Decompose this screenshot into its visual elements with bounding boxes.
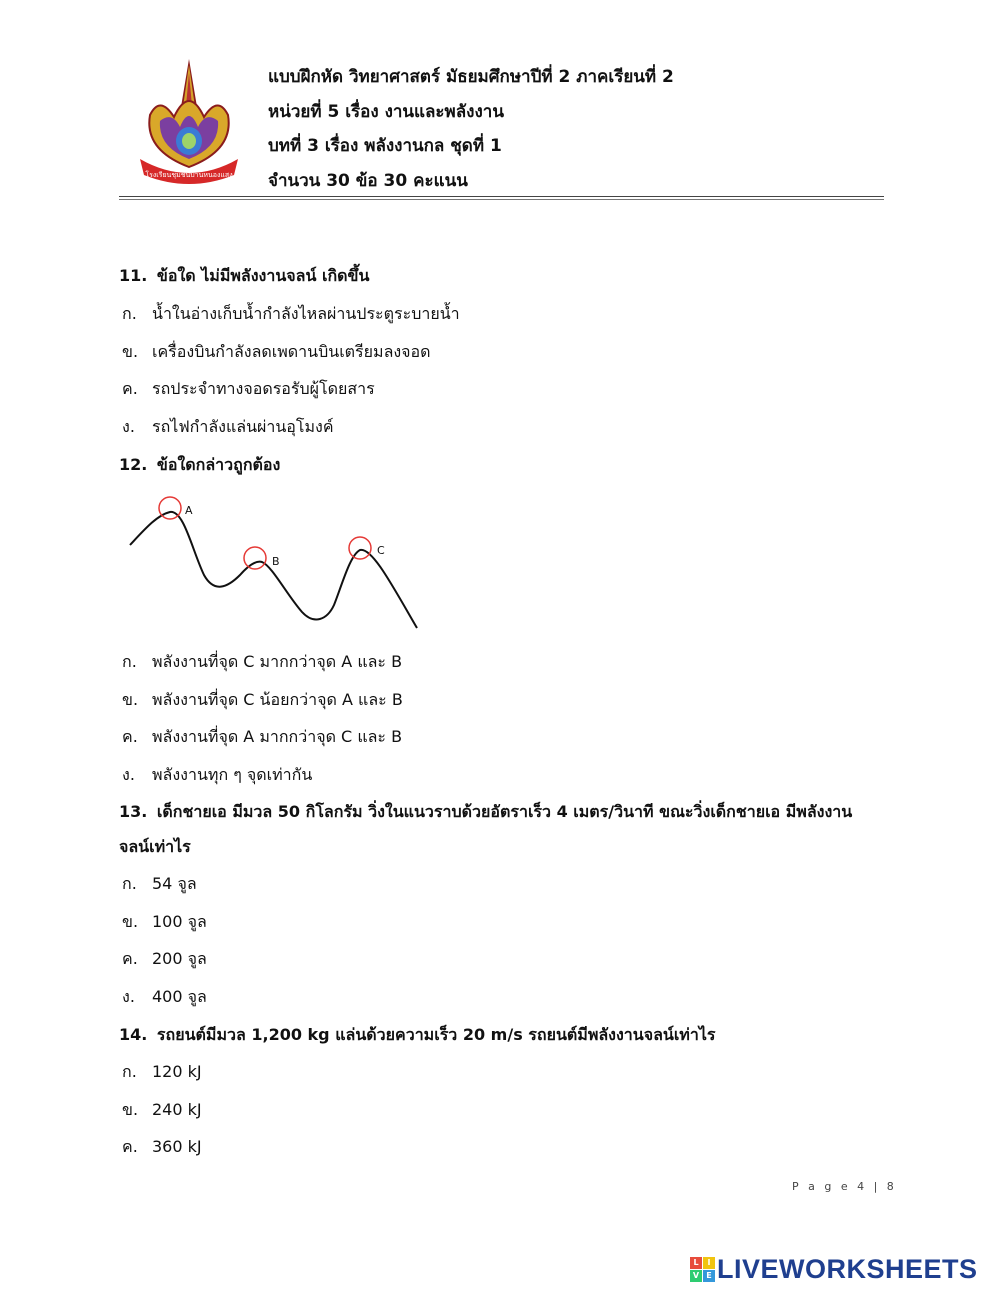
- page-number: P a g e 4 | 8: [792, 1180, 897, 1193]
- worksheet-header: [268, 60, 674, 198]
- question-14-option-a[interactable]: [122, 1060, 202, 1085]
- liveworksheets-logo[interactable]: [690, 1256, 978, 1282]
- question-13-continuation: จลน์เท่าไร: [119, 837, 191, 856]
- option-text: 360 kJ: [152, 1137, 202, 1156]
- option-letter: ง.: [122, 765, 135, 784]
- option-text: 240 kJ: [152, 1100, 202, 1119]
- question-text: รถยนต์มีมวล 1,200 kg แล่นด้วยความเร็ว 20 m/s รถยนต์มีพลังงานจลน์เท่าไร: [156, 1025, 716, 1044]
- roller-coaster-diagram: [122, 490, 427, 632]
- brand-block: V: [690, 1270, 702, 1282]
- question-13-option-c[interactable]: [122, 947, 207, 972]
- question-12-option-b[interactable]: [122, 688, 403, 713]
- header-title: แบบฝึกหัด วิทยาศาสตร์ มัธยมศึกษาปีที่ 2 ภาคเรียนที่ 2: [268, 67, 674, 87]
- liveworksheets-wordmark: LIVEWORKSHEETS: [717, 1254, 978, 1284]
- question-11-option-a[interactable]: [122, 302, 460, 327]
- option-letter: ค.: [122, 727, 138, 746]
- option-text: 200 จูล: [152, 949, 207, 968]
- question-number: 13.: [119, 802, 148, 821]
- question-text: เด็กชายเอ มีมวล 50 กิโลกรัม วิ่งในแนวราบด้วยอัตราเร็ว 4 เมตร/วินาที ขณะวิ่งเด็กชายเอ มีพลังงาน: [156, 802, 853, 821]
- point-c-label: C: [377, 544, 385, 557]
- point-c-marker: [349, 537, 371, 559]
- point-a-label: A: [185, 504, 193, 517]
- question-12: [119, 453, 280, 478]
- question-12-option-a[interactable]: [122, 650, 402, 675]
- question-14: [119, 1023, 715, 1048]
- liveworksheets-blocks-icon: [690, 1257, 715, 1282]
- option-text: รถประจำทางจอดรอรับผู้โดยสาร: [152, 379, 375, 398]
- option-text: พลังงานที่จุด C มากกว่าจุด A และ B: [152, 652, 403, 671]
- school-logo: [130, 55, 248, 193]
- question-14-option-c[interactable]: [122, 1135, 202, 1160]
- option-text: 100 จูล: [152, 912, 207, 931]
- question-13-option-a[interactable]: [122, 872, 197, 897]
- header-divider-secondary: [119, 199, 884, 200]
- question-text: ข้อใดกล่าวถูกต้อง: [156, 455, 281, 474]
- question-11-option-b[interactable]: [122, 340, 431, 365]
- option-text: 120 kJ: [152, 1062, 202, 1081]
- option-letter: ง.: [122, 417, 135, 436]
- option-text: พลังงานที่จุด C น้อยกว่าจุด A และ B: [152, 690, 403, 709]
- option-letter: ก.: [122, 304, 137, 323]
- option-text: เครื่องบินกำลังลดเพดานบินเตรียมลงจอด: [152, 342, 431, 361]
- option-text: น้ำในอ่างเก็บน้ำกำลังไหลผ่านประตูระบายน้ำ: [152, 304, 460, 323]
- question-text: ข้อใด ไม่มีพลังงานจลน์ เกิดขึ้น: [156, 266, 370, 285]
- header-count: จำนวน 30 ข้อ 30 คะแนน: [268, 170, 468, 191]
- point-a-marker: [159, 497, 181, 519]
- option-letter: ค.: [122, 379, 138, 398]
- option-text: 54 จูล: [152, 874, 197, 893]
- question-11: [119, 264, 369, 289]
- question-number: 14.: [119, 1025, 148, 1044]
- point-b-label: B: [272, 555, 280, 568]
- question-number: 11.: [119, 266, 148, 285]
- question-13-option-b[interactable]: [122, 910, 207, 935]
- question-14-option-b[interactable]: [122, 1098, 202, 1123]
- logo-ribbon-text: โรงเรียนชุมชนบ้านหนองแสง: [145, 171, 233, 179]
- header-chapter: บทที่ 3 เรื่อง พลังงานกล ชุดที่ 1: [268, 136, 502, 156]
- option-letter: ข.: [122, 1100, 139, 1119]
- option-text: พลังงานทุก ๆ จุดเท่ากัน: [152, 765, 313, 784]
- option-letter: ข.: [122, 912, 139, 931]
- track-curve: [130, 512, 417, 628]
- question-11-option-c[interactable]: [122, 377, 375, 402]
- question-13: [119, 800, 852, 825]
- header-divider: [119, 196, 884, 197]
- header-unit: หน่วยที่ 5 เรื่อง งานและพลังงาน: [268, 101, 504, 122]
- point-b-marker: [244, 547, 266, 569]
- option-letter: ค.: [122, 1137, 138, 1156]
- brand-block: I: [703, 1257, 715, 1269]
- question-12-option-d[interactable]: [122, 763, 312, 788]
- question-13-option-d[interactable]: [122, 985, 207, 1010]
- option-letter: ก.: [122, 874, 137, 893]
- option-text: 400 จูล: [152, 987, 207, 1006]
- brand-block: E: [703, 1270, 715, 1282]
- option-text: พลังงานที่จุด A มากกว่าจุด C และ B: [152, 727, 403, 746]
- question-number: 12.: [119, 455, 148, 474]
- option-letter: ง.: [122, 987, 135, 1006]
- option-letter: ค.: [122, 949, 138, 968]
- option-letter: ข.: [122, 690, 139, 709]
- question-11-option-d[interactable]: [122, 415, 334, 440]
- option-text: รถไฟกำลังแล่นผ่านอุโมงค์: [152, 417, 334, 436]
- option-letter: ก.: [122, 1062, 137, 1081]
- option-letter: ข.: [122, 342, 139, 361]
- brand-block: L: [690, 1257, 702, 1269]
- option-letter: ก.: [122, 652, 137, 671]
- question-12-option-c[interactable]: [122, 725, 402, 750]
